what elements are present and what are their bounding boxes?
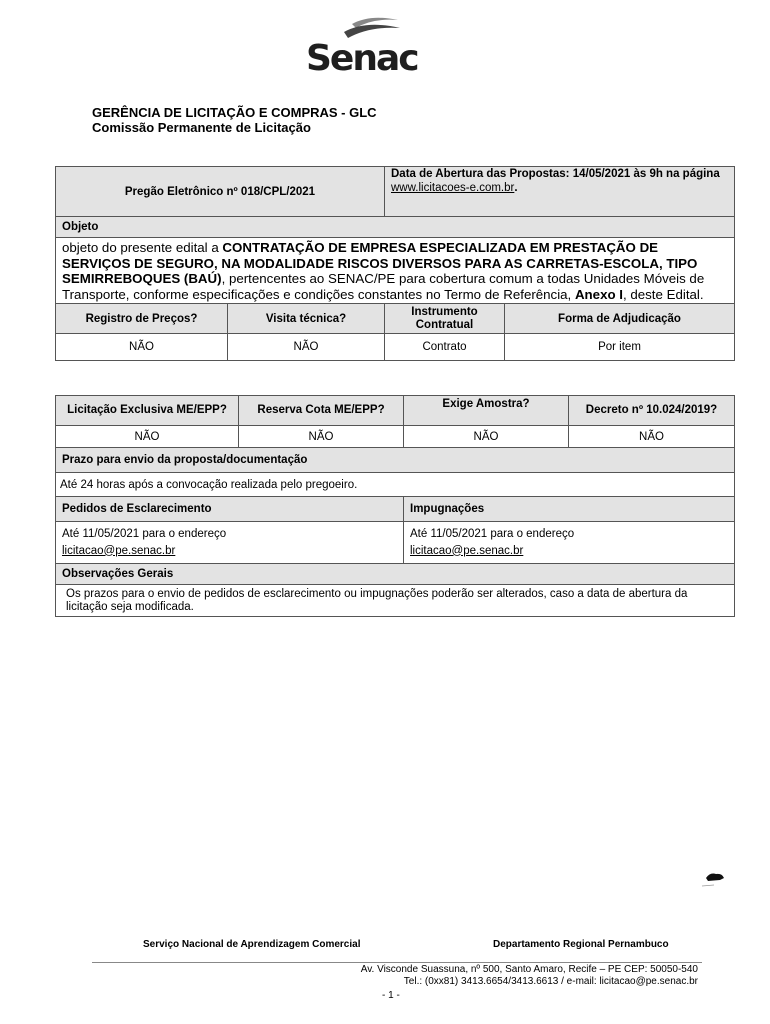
licitacao-exclusiva-header: Licitação Exclusiva ME/EPP? — [56, 396, 239, 426]
svg-text:Senac: Senac — [306, 38, 418, 78]
observacoes-text-row — [56, 585, 735, 617]
esclarecimento-impugnacoes-text-row — [56, 522, 735, 564]
decreto-header: Decreto nº 10.024/2019? — [569, 396, 735, 426]
esclarecimento-impugnacoes-label-row — [56, 497, 735, 522]
exige-amostra-header: Exige Amostra? — [404, 396, 569, 426]
pregao-title: Pregão Eletrônico nº 018/CPL/2021 — [56, 167, 385, 217]
instrumento-contratual-value: Contrato — [385, 334, 505, 361]
grid2-value-row — [56, 426, 735, 448]
footer-contact-line: Tel.: (0xx81) 3413.6654/3413.6613 / e-mail: licitacao@pe.senac.br — [403, 976, 698, 987]
esclarecimento-text: Até 11/05/2021 para o endereço licitacao@pe.senac.br — [56, 522, 404, 564]
header-subtitle: Comissão Permanente de Licitação — [92, 120, 311, 135]
visita-tecnica-header: Visita técnica? — [228, 304, 385, 334]
forma-adjudicacao-header: Forma de Adjudicação — [505, 304, 735, 334]
licitacoes-link[interactable]: www.licitacoes-e.com.br — [391, 182, 515, 194]
footer-institution: Serviço Nacional de Aprendizagem Comercial — [143, 939, 361, 950]
document-header — [92, 105, 377, 135]
senac-logo — [300, 10, 420, 78]
impugnacoes-text: Até 11/05/2021 para o endereço licitacao@pe.senac.br — [404, 522, 735, 564]
footer-divider — [92, 962, 702, 963]
reserva-cota-value: NÃO — [239, 426, 404, 448]
prazo-text-row — [56, 473, 735, 497]
pregao-row — [56, 167, 735, 217]
impugnacoes-label: Impugnações — [404, 497, 735, 522]
visita-tecnica-value: NÃO — [228, 334, 385, 361]
footer-address — [361, 964, 698, 988]
ink-mark — [700, 870, 730, 892]
esclarecimento-label: Pedidos de Esclarecimento — [56, 497, 404, 522]
prazo-label-row — [56, 448, 735, 473]
header-title: GERÊNCIA DE LICITAÇÃO E COMPRAS - GLC — [92, 105, 377, 120]
impugnacoes-email-link[interactable]: licitacao@pe.senac.br — [410, 544, 524, 557]
decreto-value: NÃO — [569, 426, 735, 448]
observacoes-label-row — [56, 564, 735, 585]
grid2-header-row — [56, 396, 735, 426]
esclarecimento-email-link[interactable]: licitacao@pe.senac.br — [62, 544, 176, 557]
edital-summary-table — [55, 166, 735, 361]
footer-address-line1: Av. Visconde Suassuna, nº 500, Santo Amaro, Recife – PE CEP: 50050-540 — [360, 964, 698, 975]
objeto-label: Objeto — [56, 217, 735, 238]
objeto-label-row — [56, 217, 735, 238]
observacoes-text: Os prazos para o envio de pedidos de esclarecimento ou impugnações poderão ser alterados, caso a data de abertura da licitação seja modificada. — [56, 585, 735, 617]
observacoes-label: Observações Gerais — [56, 564, 735, 585]
prazo-label: Prazo para envio da proposta/documentação — [56, 448, 735, 473]
page-number: - 1 - — [382, 990, 400, 1001]
objeto-text: objeto do presente edital a CONTRATAÇÃO DE EMPRESA ESPECIALIZADA EM PRESTAÇÃO DE SERVIÇOS DE SEGURO, NA MODALIDADE RISCOS DIVERSOS PARA AS CARRETAS-ESCOLA, TIPO SEMIRREBOQUES (BAÚ), pertencentes ao SENAC/PE para cobertura comum a todas Unidades Móveis de Transporte, conforme especificações e condições constantes no Termo de Referência, Anexo I, deste Edital. — [56, 238, 735, 304]
grid1-header-row — [56, 304, 735, 334]
objeto-text-row — [56, 238, 735, 304]
abertura-info: Data de Abertura das Propostas: 14/05/2021 às 9h na página www.licitacoes-e.com.br. — [385, 167, 735, 217]
prazo-text: Até 24 horas após a convocação realizada pelo pregoeiro. — [56, 473, 735, 497]
grid1-value-row — [56, 334, 735, 361]
registro-precos-value: NÃO — [56, 334, 228, 361]
exige-amostra-value: NÃO — [404, 426, 569, 448]
edital-details-table — [55, 395, 735, 617]
licitacao-exclusiva-value: NÃO — [56, 426, 239, 448]
footer-department: Departamento Regional Pernambuco — [493, 939, 669, 950]
forma-adjudicacao-value: Por item — [505, 334, 735, 361]
instrumento-contratual-header: Instrumento Contratual — [385, 304, 505, 334]
registro-precos-header: Registro de Preços? — [56, 304, 228, 334]
reserva-cota-header: Reserva Cota ME/EPP? — [239, 396, 404, 426]
